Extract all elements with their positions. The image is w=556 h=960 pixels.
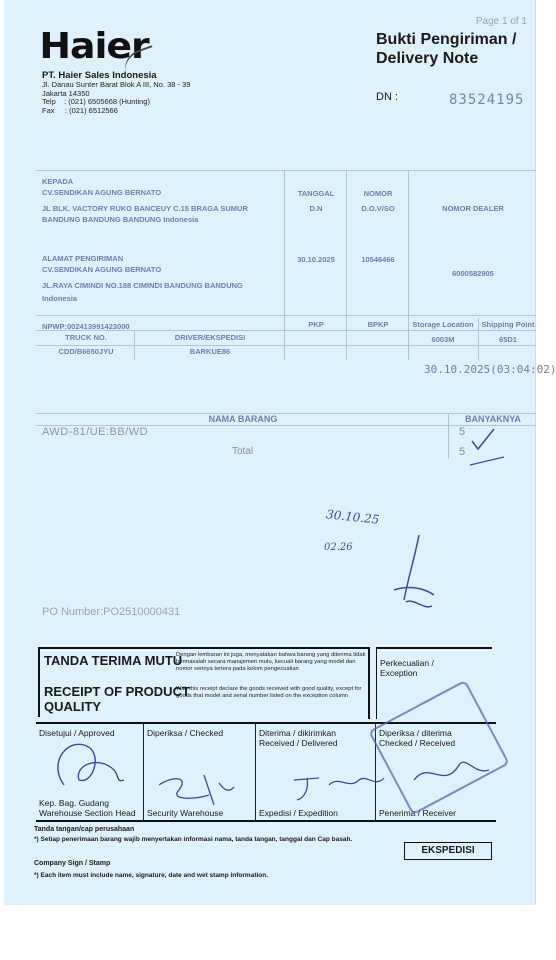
truck-no-value: CDD/B6650JYU <box>58 347 114 356</box>
bpkp-header: BPKP <box>367 320 389 329</box>
dn-label: DN : <box>376 91 398 103</box>
truck-no-header: TRUCK NO. <box>65 333 107 342</box>
nomor-value: 10546466 <box>361 255 395 264</box>
dealer-value: 6000582905 <box>452 269 494 278</box>
page-number: Page 1 of 1 <box>475 16 527 27</box>
haier-logo: Haier <box>39 26 149 67</box>
table-col-line <box>134 330 135 360</box>
tanggal-sub: D.N <box>309 204 323 213</box>
exception-bracket <box>376 647 377 719</box>
table-line <box>36 345 536 346</box>
signature-footer: Penerima / Receiver <box>379 807 457 818</box>
shipping-point-header: Shipping Point <box>481 320 535 329</box>
driver-signature-icon <box>384 530 444 620</box>
item-code: AWD-81/UE:BB/WD <box>42 426 149 438</box>
dn-number: 83524195 <box>449 92 525 108</box>
po-number: PO Number:PO2510000431 <box>42 606 181 618</box>
items-col-line <box>448 413 449 459</box>
tanggal-header: TANGGAL <box>297 189 335 198</box>
delivery-timestamp: 30.10.2025(03:04:02) <box>424 363 556 376</box>
dealer-header: NOMOR DEALER <box>442 204 504 213</box>
table-col-line <box>408 170 409 360</box>
exception-label: Perkecualian / Exception <box>380 658 434 678</box>
nomor-header: NOMOR <box>363 189 393 198</box>
note-company-sign-id: Tanda tangan/cap perusahaan <box>34 826 135 833</box>
receipt-title-en: RECEIPT OF PRODUCT QUALITY <box>44 684 190 714</box>
item-qty: 5 <box>459 426 466 438</box>
shipping-point-value: 65D1 <box>499 335 517 344</box>
customer-name: CV.SENDIKAN AGUNG BERNATO <box>42 188 162 197</box>
storage-location-value: 6003M <box>431 335 455 344</box>
receipt-text-id: Dengan lembaran ini juga, menyatakan bahwa barang yang diterima tidak bermasalah secara manajemen mutu, kecuali barang yang model dan nomor serinya tertera pada kolom pengecualian <box>176 652 366 672</box>
signature-footer: Kep. Bag. Gudang Warehouse Section Head <box>39 798 136 818</box>
pkp-header: PKP <box>308 320 324 329</box>
npwp-number: NPWP:002413991423000 <box>42 322 130 331</box>
company-name: PT. Haier Sales Indonesia <box>42 70 157 81</box>
ekspedisi-box: EKSPEDISI <box>404 842 492 860</box>
customer-address-2: BANDUNG BANDUNG BANDUNG Indonesia <box>42 215 199 224</box>
exception-top-line <box>376 647 492 649</box>
approved-signature-icon <box>44 735 134 795</box>
item-name-header: NAMA BARANG <box>208 414 278 424</box>
receipt-text-en: With this receipt declare the goods received with good quality, except for goods that model and serial number listed on the exception column <box>176 686 362 699</box>
note-company-sign-en: Company Sign / Stamp <box>34 860 111 867</box>
receiver-signature-icon <box>404 740 494 800</box>
signature-header: Diterima / dikirimkan Received / Delivered <box>259 728 338 748</box>
table-top-line <box>36 170 536 171</box>
shipping-customer: CV.SENDIKAN AGUNG BERNATO <box>42 265 162 274</box>
signature-header: Diperiksa / Checked <box>147 728 224 738</box>
storage-location-header: Storage Location <box>412 320 474 329</box>
driver-header: DRIVER/EKSPEDISI <box>174 333 246 342</box>
shipping-address-label: ALAMAT PENGIRIMAN <box>42 254 124 263</box>
signature-header: Disetujui / Approved <box>39 728 115 738</box>
checked-signature-icon <box>149 765 239 815</box>
signature-footer: Security Warehouse <box>147 807 224 818</box>
driver-value: BARKUE86 <box>189 347 231 356</box>
receipt-title-id: TANDA TERIMA MUTU <box>44 653 183 668</box>
item-qty-header: BANYAKNYA <box>465 414 521 424</box>
check-mark-icon <box>464 425 514 475</box>
note-requirement-en: *) Each item must include name, signature, date and wet stamp information. <box>34 872 269 879</box>
note-requirement-id: *) Setiap penerimaan barang wajib menyertakan informasi nama, tanda tangan, tanggal dan Cap basah. <box>34 836 353 843</box>
shipping-address-2: Indonesia <box>42 294 78 303</box>
nomor-sub: D.O.V/SO <box>361 204 395 213</box>
total-label: Total <box>232 446 254 457</box>
signature-header: Diperiksa / diterima Checked / Received <box>379 728 456 748</box>
table-col-line <box>284 170 285 360</box>
signature-footer: Expedisi / Expedition <box>259 807 338 818</box>
handwritten-date: 30.10.25 <box>325 507 381 527</box>
total-qty: 5 <box>459 446 466 458</box>
customer-address-1: JL BLK. VACTORY RUKO BANCEUY C.15 BRAGA SUMUR <box>42 204 248 213</box>
receipt-bracket <box>368 647 370 719</box>
shipping-address-1: JL.RAYA CIMINDI NO.188 CIMINDI BANDUNG BANDUNG <box>42 281 243 290</box>
kepada-label: KEPADA <box>42 177 74 186</box>
delivery-note-paper <box>4 0 556 905</box>
tanggal-value: 30.10.2025 <box>297 255 335 264</box>
document-title: Bukti Pengiriman / Delivery Note <box>376 31 517 67</box>
table-col-line <box>346 170 347 360</box>
handwritten-time: 02.26 <box>324 542 353 553</box>
company-address: Jl. Danau Sunter Barat Blok A III, No. 38 - 39 Jakarta 14350 Telp : (021) 6505668 (Hunting) Fax : (021) 6512566 <box>42 80 191 115</box>
table-mid-line <box>36 315 536 316</box>
delivered-signature-icon <box>289 760 389 810</box>
